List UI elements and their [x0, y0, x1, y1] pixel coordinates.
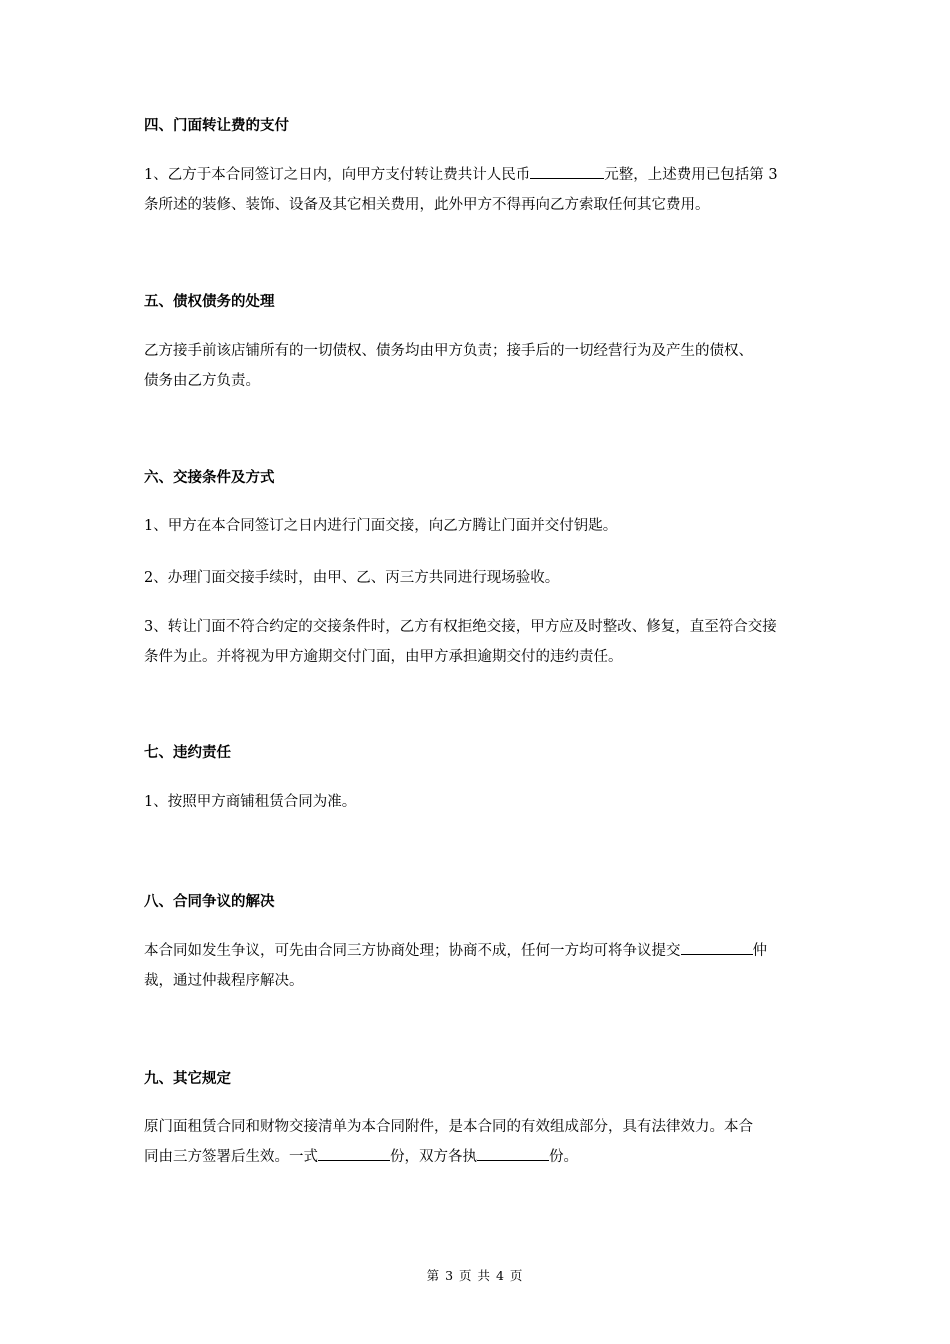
text-segment: 仲	[752, 943, 767, 959]
section-9-paragraph	[144, 1112, 808, 1172]
section-8-paragraph	[144, 936, 808, 996]
section-8-line-1	[144, 936, 808, 966]
section-8-line-2: 裁，通过仲裁程序解决。	[144, 973, 304, 989]
section-6-item-1-text: 1、甲方在本合同签订之日内进行门面交接，向乙方腾让门面并交付钥匙。	[144, 518, 618, 534]
section-5-line-1: 乙方接手前该店铺所有的一切债权、债务均由甲方负责；接手后的一切经营行为及产生的债权、	[144, 343, 753, 359]
section-6-item-3-line-2: 条件为止。并将视为甲方逾期交付门面，由甲方承担逾期交付的违约责任。	[144, 649, 623, 665]
section-9-line-2	[144, 1142, 808, 1172]
fill-in-blank[interactable]	[530, 162, 604, 179]
text-segment: 元整，上述费用已包括第 3	[604, 167, 778, 183]
section-9-line-1: 原门面租赁合同和财物交接清单为本合同附件，是本合同的有效组成部分，具有法律效力。本合	[144, 1119, 753, 1135]
section-6-heading: 六、交接条件及方式	[144, 470, 275, 486]
fill-in-blank[interactable]	[318, 1144, 390, 1161]
section-6-item-1	[144, 511, 808, 541]
section-5-paragraph	[144, 336, 808, 396]
section-4-paragraph	[144, 160, 808, 220]
section-4-line-1	[144, 160, 808, 190]
text-segment: 本合同如发生争议，可先由合同三方协商处理；协商不成，任何一方均可将争议提交	[144, 943, 681, 959]
section-4-heading: 四、门面转让费的支付	[144, 118, 289, 134]
section-6-item-2	[144, 563, 808, 593]
text-segment: 份，双方各执	[390, 1149, 477, 1165]
text-segment: 同由三方签署后生效。一式	[144, 1149, 318, 1165]
text-segment: 份。	[549, 1149, 578, 1165]
section-5-line-2: 债务由乙方负责。	[144, 373, 260, 389]
fill-in-blank[interactable]	[681, 938, 753, 955]
section-5-heading: 五、债权债务的处理	[144, 294, 275, 310]
section-7-item-1-text: 1、按照甲方商铺租赁合同为准。	[144, 794, 357, 810]
section-4-line-2: 条所述的装修、装饰、设备及其它相关费用，此外甲方不得再向乙方索取任何其它费用。	[144, 197, 710, 213]
section-7-item-1	[144, 787, 808, 817]
text-segment: 1、乙方于本合同签订之日内，向甲方支付转让费共计人民币	[144, 167, 531, 183]
page-number-footer: 第 3 页 共 4 页	[426, 1268, 524, 1283]
section-7-heading: 七、违约责任	[144, 745, 231, 761]
section-9-heading: 九、其它规定	[144, 1071, 231, 1087]
section-6-item-3	[144, 612, 808, 672]
fill-in-blank[interactable]	[477, 1144, 549, 1161]
section-6-item-2-text: 2、办理门面交接手续时，由甲、乙、丙三方共同进行现场验收。	[144, 570, 560, 586]
section-6-item-3-line-1: 3、转让门面不符合约定的交接条件时，乙方有权拒绝交接，甲方应及时整改、修复，直至符合交接	[144, 619, 777, 635]
section-8-heading: 八、合同争议的解决	[144, 894, 275, 910]
